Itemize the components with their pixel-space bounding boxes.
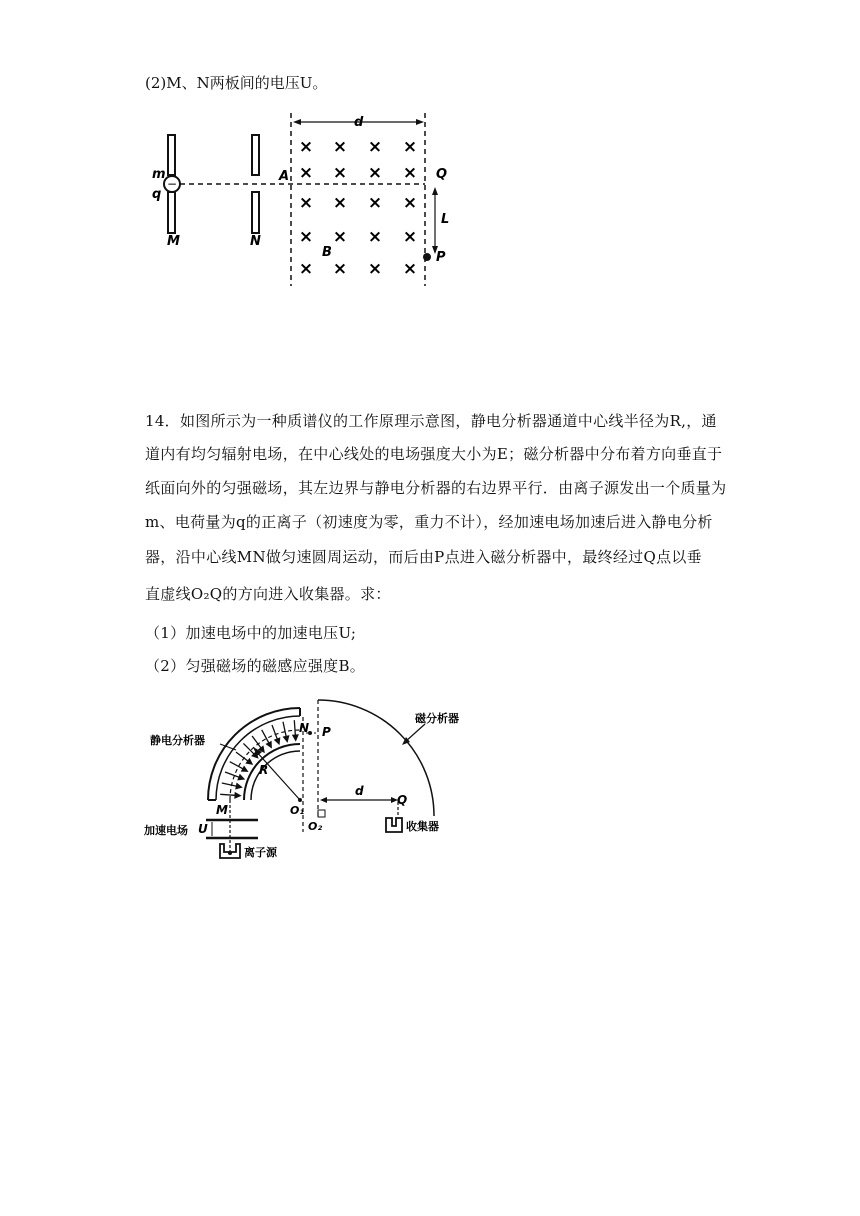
label-d2: d <box>355 784 364 798</box>
radial-field-arrowhead <box>242 767 248 772</box>
radial-field-arrowhead <box>238 775 244 780</box>
label-N: N <box>250 234 261 249</box>
field-cross: × <box>298 137 314 157</box>
field-cross: × <box>332 193 348 213</box>
question-13-part2: (2)M、N两板间的电压U。 <box>145 74 328 92</box>
collector-symbol <box>386 818 402 832</box>
radial-field-arrowhead <box>293 735 298 740</box>
field-cross: × <box>367 259 383 279</box>
o2-right-angle <box>318 810 325 817</box>
label-M2: M <box>216 803 228 817</box>
radial-field-arrows <box>220 720 298 798</box>
label-d: d <box>354 115 364 130</box>
field-cross: × <box>402 227 418 247</box>
q14-line-5: 器，沿中心线MN做匀速圆周运动，而后由P点进入磁分析器中，最终经过Q点以垂 <box>145 548 702 566</box>
field-cross: × <box>332 163 348 183</box>
field-cross: × <box>332 227 348 247</box>
q14-line-2: 道内有均匀辐射电场，在中心线处的电场强度大小为E；磁分析器中分布着方向垂直于 <box>145 445 723 463</box>
figure-plates-magnetic-field <box>140 108 480 293</box>
plate-n-lower <box>252 192 259 233</box>
field-cross: × <box>402 163 418 183</box>
d-arrow-left <box>293 119 301 125</box>
d-arrow-right <box>416 119 424 125</box>
radial-field-arrowhead <box>275 738 280 744</box>
label-q: q <box>152 187 162 202</box>
label-P: P <box>436 250 446 265</box>
label-Q2: Q <box>397 793 408 807</box>
label-L: L <box>441 212 450 227</box>
field-cross: × <box>402 193 418 213</box>
q14-line-6: 直虚线O₂Q的方向进入收集器。求： <box>145 585 391 603</box>
label-magnetic-analyzer: 磁分析器 <box>415 712 459 725</box>
field-cross: × <box>332 259 348 279</box>
radial-field-arrowhead <box>235 793 240 798</box>
label-m: m <box>152 167 166 182</box>
label-A: A <box>279 169 290 184</box>
ion-source-dot <box>228 851 232 855</box>
label-collector: 收集器 <box>406 820 439 833</box>
label-P2: P <box>322 725 331 739</box>
magnetic-field-crosses <box>299 137 417 279</box>
label-M: M <box>167 234 180 249</box>
q14-sub-1: （1）加速电场中的加速电压U; <box>145 624 357 642</box>
field-cross: × <box>367 163 383 183</box>
field-cross: × <box>298 163 314 183</box>
magnetic-label-pointer <box>405 724 425 742</box>
label-U: U <box>198 822 208 836</box>
plate-m-upper <box>168 135 175 175</box>
field-cross: × <box>298 227 314 247</box>
label-R: R <box>259 763 269 777</box>
radial-field-arrowhead <box>284 736 289 741</box>
plate-n-upper <box>252 135 259 175</box>
field-cross: × <box>402 259 418 279</box>
q14-sub-2: （2）匀强磁场的磁感应强度B。 <box>145 657 366 675</box>
d-arrowhead-left <box>320 797 327 803</box>
field-cross: × <box>332 137 348 157</box>
label-accel-field: 加速电场 <box>144 824 188 837</box>
plate-m-lower <box>168 192 175 233</box>
figure-mass-spectrometer <box>140 692 480 872</box>
label-O2: O₂ <box>308 820 323 833</box>
point-p <box>423 253 431 261</box>
q14-line-1: 14．如图所示为一种质谱仪的工作原理示意图，静电分析器通道中心线半径为R,，通 <box>145 412 717 430</box>
label-O1: O₁ <box>290 804 305 817</box>
l-arrow-up <box>432 187 438 195</box>
field-cross: × <box>402 137 418 157</box>
field-cross: × <box>298 259 314 279</box>
field-cross: × <box>367 227 383 247</box>
point-o1 <box>298 798 302 802</box>
particle-minus-sign: − <box>166 177 178 191</box>
q14-line-4: m、电荷量为q的正离子（初速度为零，重力不计），经加速电场加速后进入静电分析 <box>145 513 713 531</box>
q14-line-3: 纸面向外的匀强磁场，其左边界与静电分析器的右边界平行．由离子源发出一个质量为 <box>145 479 727 497</box>
label-electro-analyzer: 静电分析器 <box>150 734 205 747</box>
field-cross: × <box>367 137 383 157</box>
label-Q: Q <box>436 167 448 182</box>
radial-field-arrowhead <box>267 742 272 748</box>
label-N2: N <box>299 721 310 735</box>
field-cross: × <box>298 193 314 213</box>
label-ion-source: 离子源 <box>244 846 277 859</box>
field-cross: × <box>367 193 383 213</box>
label-B: B <box>322 245 332 260</box>
radial-field-arrowhead <box>236 784 241 789</box>
